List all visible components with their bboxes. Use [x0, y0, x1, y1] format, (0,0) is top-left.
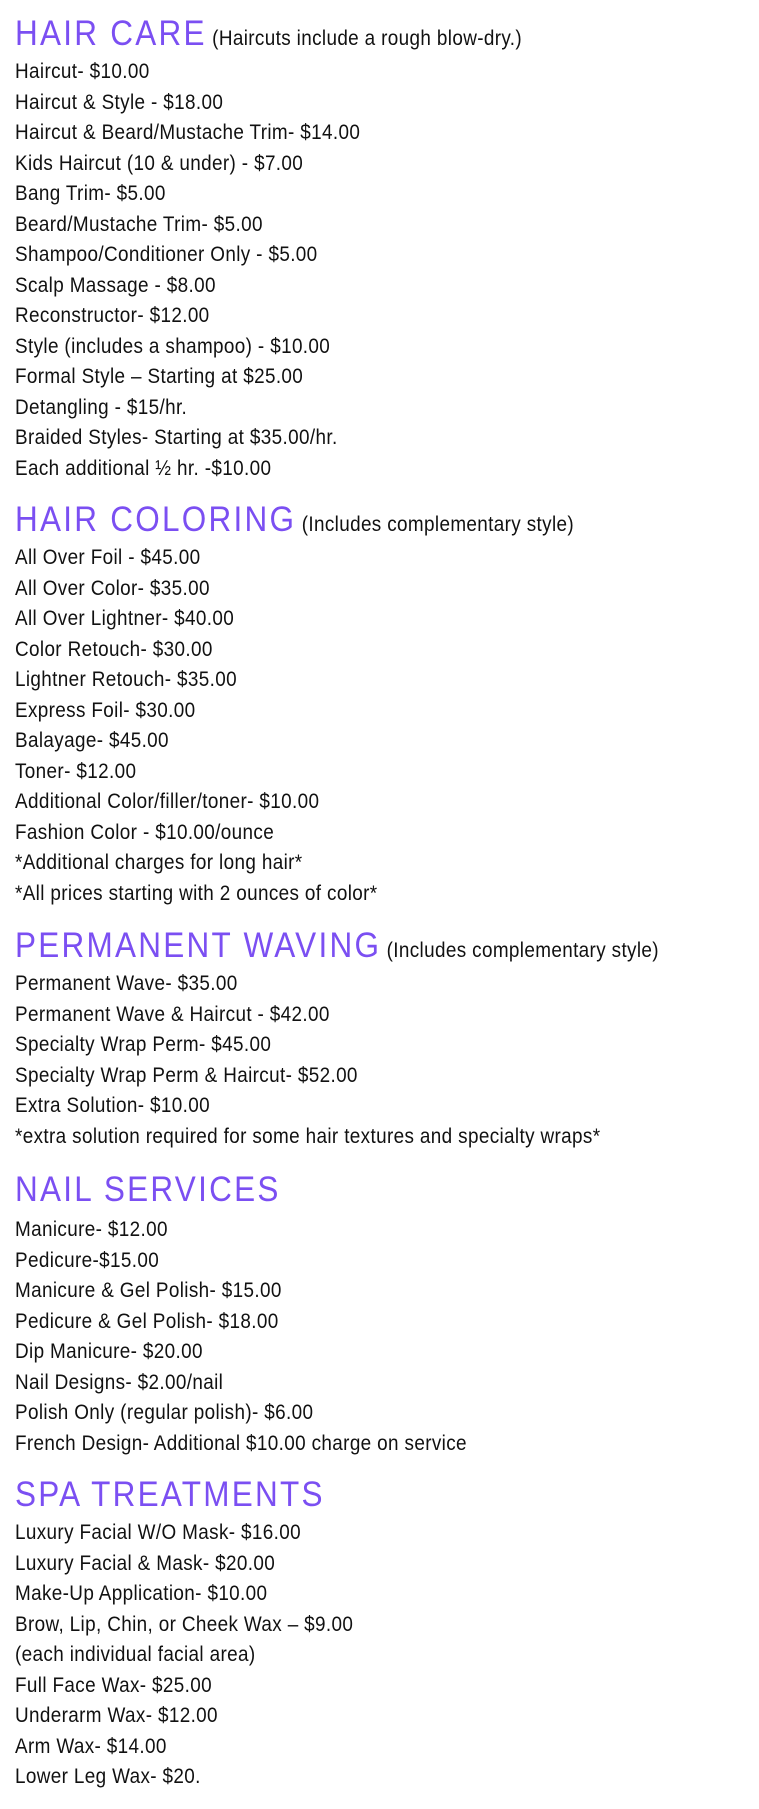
service-item: Formal Style – Starting at $25.00 [15, 365, 304, 388]
service-list [15, 543, 636, 909]
service-item: Manicure & Gel Polish- $15.00 [15, 1279, 282, 1302]
section-title: HAIR CARE [15, 14, 207, 53]
service-item: French Design- Additional $10.00 charge on service [15, 1431, 467, 1455]
service-item: Bang Trim- $5.00 [15, 182, 166, 205]
service-item: Extra Solution- $10.00 [15, 1094, 210, 1117]
service-list [15, 1215, 517, 1459]
section-header [15, 1477, 353, 1512]
service-item: Balayage- $45.00 [15, 729, 169, 752]
section-title: SPA TREATMENTS [15, 1475, 325, 1514]
section-hair-care [15, 16, 578, 484]
section-title: NAIL SERVICES [15, 1170, 281, 1209]
section-nail-services [15, 1172, 517, 1459]
service-item: Make-Up Application- $10.00 [15, 1582, 268, 1605]
service-item: Express Foil- $30.00 [15, 698, 196, 722]
section-header [15, 502, 574, 537]
section-spa-treatments [15, 1477, 391, 1793]
service-item: Color Retouch- $30.00 [15, 637, 213, 661]
section-title: HAIR COLORING [15, 500, 297, 539]
service-item: All Over Lightner- $40.00 [15, 607, 235, 630]
service-item: Haircut- $10.00 [15, 60, 150, 83]
service-item: Permanent Wave & Haircut - $42.00 [15, 1002, 330, 1026]
service-list [15, 57, 578, 484]
service-item: Luxury Facial & Mask- $20.00 [15, 1551, 276, 1575]
service-list [15, 969, 731, 1152]
service-item: Full Face Wax- $25.00 [15, 1673, 212, 1697]
service-list [15, 1518, 391, 1793]
section-header [15, 1172, 467, 1207]
section-note: (Includes complementary style) [386, 939, 659, 962]
service-item: Reconstructor- $12.00 [15, 304, 210, 327]
service-item: Each additional ½ hr. -$10.00 [15, 456, 272, 480]
service-item: Style (includes a shampoo) - $10.00 [15, 334, 331, 358]
service-item: Manicure- $12.00 [15, 1218, 168, 1241]
service-item: Scalp Massage - $8.00 [15, 273, 216, 297]
service-item: Lightner Retouch- $35.00 [15, 668, 237, 691]
service-item: Fashion Color - $10.00/ounce [15, 820, 275, 844]
section-permanent-waving [15, 928, 731, 1152]
section-note: (Includes complementary style) [301, 513, 575, 536]
section-hair-coloring [15, 502, 636, 909]
service-item: Shampoo/Conditioner Only - $5.00 [15, 243, 318, 266]
service-item: Arm Wax- $14.00 [15, 1734, 167, 1758]
service-item: Nail Designs- $2.00/nail [15, 1370, 224, 1394]
service-item: Beard/Mustache Trim- $5.00 [15, 212, 263, 236]
service-item: Luxury Facial W/O Mask- $16.00 [15, 1521, 302, 1544]
service-item: Braided Styles- Starting at $35.00/hr. [15, 426, 338, 449]
service-item: Brow, Lip, Chin, or Cheek Wax – $9.00 [15, 1612, 354, 1636]
section-note: (Haircuts include a rough blow-dry.) [212, 27, 523, 50]
service-item: Detangling - $15/hr. [15, 395, 188, 419]
service-item: Underarm Wax- $12.00 [15, 1704, 218, 1727]
service-item: Dip Manicure- $20.00 [15, 1340, 203, 1363]
section-header [15, 928, 659, 963]
section-title: PERMANENT WAVING [15, 926, 382, 965]
service-item: *All prices starting with 2 ounces of color* [15, 881, 378, 905]
service-item: Polish Only (regular polish)- $6.00 [15, 1401, 314, 1424]
service-item: All Over Foil - $45.00 [15, 546, 201, 569]
service-item: (each individual facial area) [15, 1643, 256, 1666]
service-item: *extra solution required for some hair textures and specialty wraps* [15, 1124, 601, 1148]
service-item: Toner- $12.00 [15, 759, 137, 783]
service-item: Haircut & Style - $18.00 [15, 90, 224, 114]
section-header [15, 16, 522, 51]
service-item: Permanent Wave- $35.00 [15, 972, 238, 995]
service-item: Lower Leg Wax- $20. [15, 1765, 201, 1788]
service-item: Kids Haircut (10 & under) - $7.00 [15, 151, 304, 175]
service-item: Pedicure & Gel Polish- $18.00 [15, 1309, 279, 1333]
service-item: Haircut & Beard/Mustache Trim- $14.00 [15, 121, 361, 144]
service-item: Pedicure-$15.00 [15, 1248, 160, 1272]
service-item: Additional Color/filler/toner- $10.00 [15, 790, 320, 813]
service-item: Specialty Wrap Perm & Haircut- $52.00 [15, 1063, 358, 1087]
service-item: Specialty Wrap Perm- $45.00 [15, 1033, 272, 1056]
service-item: All Over Color- $35.00 [15, 576, 210, 600]
service-item: *Additional charges for long hair* [15, 851, 303, 874]
